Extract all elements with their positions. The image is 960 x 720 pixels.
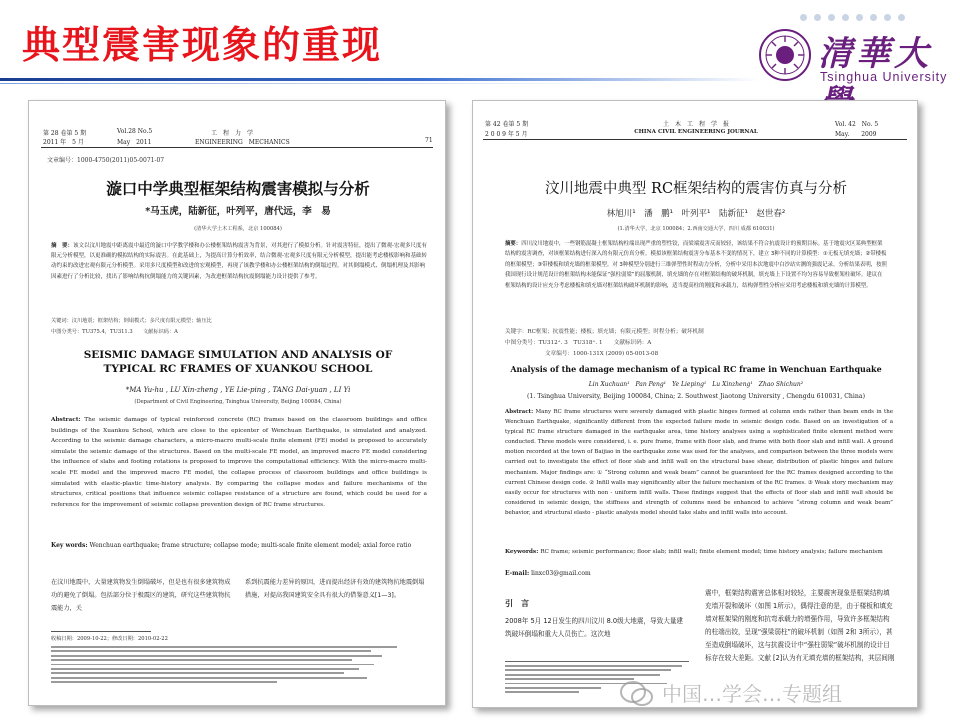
body-cn-column-left: 在汶川地震中，大量建筑物发生倒塌破坏，但是也有很多建筑物成功的避免了倒塌。包括部分位于极震区的建筑，研究这些建筑物抗震能力，关 (51, 579, 231, 612)
authors-cn: 林旭川¹ 潘 鹏¹ 叶列平¹ 陆新征¹ 赵世春² (606, 209, 786, 219)
header-volume-cn: 第 28 卷第 5 期 (43, 130, 87, 137)
abstract-en-text: The seismic damage of typical reinforced concrete (RC) frames based on the classroom buildings and office buildings of the Xuankou School, which are close to the epicenter of Wenchuan Earthquake, is simulated and analyzed. According to the seismic damage characters, a micro-macro multi-scale finite element (FE) model is proposed to accurately simulate the seismic damage of the structures. Based on the multi-scale FE model, an improved macro FE model considering the influence of slabs and footing rotations is proposed to improve the computational efficiency. With the micro-macro multi-scale FE model and the improved macro FE model, the collapse process of classroom buildings and office buildings is simulated with elastic-plastic time-history analysis. By comparing the collapse modes and failure mechanisms of the structures, critical positions that influence seismic collapse resistance of a structure are found, which could be used for a reference for the improvement of seismic collapse prevention design of RC frame structures. (51, 417, 427, 508)
header-date-en: May. 2009 (835, 131, 877, 138)
authors-en: Lin Xuchuan¹ Pan Peng¹ Ye Lieping¹ Lu Xinzheng¹ Zhao Shichun² (588, 381, 804, 388)
abstract-label-cn: 摘 要： (51, 243, 74, 249)
keywords-cn: 关键字：RC框架；抗震性能；楼板；填充墙；有限元模型；时程分析；破坏机制 (505, 329, 704, 335)
wechat-icon (620, 680, 654, 708)
keywords-label-en: Key words: (51, 542, 88, 549)
keywords-cn: 关键词：汶川地震；框架结构；倒塌模式；多尺度有限元模型；轴压比 (51, 318, 212, 324)
keywords-en (51, 541, 427, 552)
title-underline (0, 78, 760, 81)
affiliation-en: (1. Tsinghua University, Beijing 100084, China; 2. Southwest Jiaotong University , Chengdu 610031, China) (527, 393, 865, 400)
section-heading-intro: 引 言 (505, 599, 529, 608)
header-rule (483, 139, 907, 140)
footnote-received: 收稿日期：2009-10-22；修改日期：2010-02-22 (51, 636, 168, 642)
slide-title: 典型震害现象的重现 (22, 23, 383, 67)
footnote-rule (51, 631, 151, 632)
title-underline-thin (0, 83, 620, 84)
keywords-label-en: Keywords: (505, 549, 539, 555)
header-volume-en: Vol. 42 No. 5 (835, 121, 879, 128)
header-volume-cn: 第 42 卷第 5 期 (485, 121, 529, 128)
keywords-en (505, 547, 893, 557)
logo-text-cn: 清華大 (818, 34, 932, 74)
email-label: E-mail: (505, 570, 530, 577)
classification-cn: 中图分类号：TU312⁺. 3 TU318⁺. 1 文献标识码：A (505, 340, 652, 346)
abstract-cn (505, 239, 887, 323)
authors-en: *MA Yu-hu , LU Xin-zheng , YE Lie-ping , TANG Dai-yuan , LI Yi (125, 386, 351, 394)
abstract-label-cn: 摘要： (505, 241, 522, 247)
header-page: 71 (425, 137, 433, 144)
email-address: linxc03@gmail.com (531, 570, 591, 577)
classification-cn: 中图分类号：TU375.4，TU311.3 文献标识码：A (51, 329, 178, 335)
affiliation-cn: (1.清华大学，北京 100084；2.西南交通大学，四川 成都 610031) (617, 226, 775, 232)
decorative-dots (800, 6, 950, 20)
title-cn: 汶川地震中典型 RC框架结构的震害仿真与分析 (544, 181, 848, 197)
abstract-label-en: Abstract: (505, 409, 534, 415)
email-line (505, 570, 893, 579)
header-journal-cn: 土 木 工 程 学 报 (662, 121, 729, 128)
affiliation-cn: (清华大学土木工程系，北京 100084) (194, 226, 282, 232)
header-rule (41, 147, 433, 148)
paper-left (28, 100, 446, 706)
abstract-en (51, 415, 427, 559)
article-id: 文章编号：1000-131X (2009) 05-0013-08 (545, 351, 659, 357)
body-cn-column-right: 系到抗震能力差异的原因，进而提出经济有效的建筑物抗地震倒塌措施，对提高我国建筑安全具有很大的借鉴意义[1—3]。 (245, 579, 425, 599)
footnote-rule (505, 661, 689, 662)
abstract-en-text: Many RC frame structures were severely damaged with plastic hinges formed at column ends rather than beam ends in the Wenchuan Earthquake, significantly different from the expected failure mode in seismic design code. Based on an investigation of a typical RC frame structure damaged in the earthquake area, time history analyses using a sophisticated finite element method were conducted. Three models were considered, i. e. pure frame, frame with floor slab, and frame with both floor slab and infill wall. A ground motion recorded at the town of Baijiao in the earthquake zone was used for the analyses, and comparison between the three models were carried out to investigate the effect of floor slab and infill wall on the structural base shear, distribution of plastic hinges and failure mechanism. Major findings are: ① “Strong column and weak beam” cannot be guaranteed for the RC frames designed according to the current Chinese design code. ② Infill walls may significantly alter the failure mechanism of the RC frames. ③ Weak story mechanism may easily occur for structures with non - uniform infill walls. These findings suggest that the effects of floor slab and infill wall should be considered in seismic design, the stiffness and strength of columns need be enhanced to achieve “strong column and weak beam” behavior, and structural elasto - plastic analysis model should take slabs and infill walls into account. (505, 409, 893, 516)
authors-cn: *马玉虎，陆新征，叶列平，唐代远，李 易 (145, 206, 331, 217)
abstract-cn (51, 241, 427, 303)
watermark-text: 中国…学会…专题组 (662, 682, 842, 706)
paper-right (472, 100, 918, 708)
affiliation-en: (Department of Civil Engineering, Tsinghua University, Beijing 100084, China) (134, 399, 342, 405)
header-date-en: May 2011 (117, 139, 152, 146)
keywords-en-text: Wenchuan earthquake; frame structure; collapse mode; multi-scale finite element model; axial force ratio (89, 542, 412, 549)
title-cn: 漩口中学典型框架结构震害模拟与分析 (106, 180, 370, 198)
abstract-label-en: Abstract: (51, 417, 81, 423)
title-en: SEISMIC DAMAGE SIMULATION AND ANALYSIS OF TYPICAL RC FRAMES OF XUANKOU SCHOOL (83, 349, 393, 375)
keywords-en-text: RC frame; seismic performance; floor slab; infill wall; finite element model; time history analysis; failure mechanism (540, 549, 883, 555)
body-cn-column-right: 震中，框架结构震害总体相对较轻，主要震害现象是框架结构填充墙开裂和破坏（如图 1所示），偶得注意的是，由于楼板和填充墙对框架梁的刚度和抗弯承载力的增强作用，导致许多框架结构的柱端出铰，呈现“强梁弱柱”的破坏机制（如图 2和 3所示），甚至造成倒塌破坏，这与抗震设计中“强柱弱梁”破坏机制的设计目标存在较大差距。文献 [2]认为有无填充墙的框架结构，其层间刚 (705, 589, 895, 662)
article-id: 文章编号：1000-4750(2011)05-0071-07 (47, 157, 165, 164)
tsinghua-logo (758, 26, 948, 86)
header-volume-en: Vol.28 No.5 (117, 128, 153, 135)
header-date-cn: 2 0 0 9 年 5 月 (485, 131, 528, 138)
abstract-cn-text: 四川汶川地震中，一些钢筋混凝土框架结构柱端出现严重的塑性铰，而梁端震害反而较轻，该结果不符合抗震设计的预期目标。基于地震灾区某典型框架结构的震害调查，对该框架结构进行深入的有限元仿真分析。模拟该框架结构震害分布基本不变的情况下，建立 3种不同的计算模型：①无板无填充墙；②带楼板的框架模型；③带楼板和填充墙的框架模型。对 3种模型分别进行三维弹塑性时程动力分析，分析中采用本次地震中白沙站实测的强震记录。分析结果表明，按照我国现行设计规范设计的框架结构未能保证“强柱弱梁”的屈服机制，填充墙的存在对框架结构的破坏机制，填充墙上下设置不均匀容易导致框架柱破坏。建议在框架结构的设计应充分考虑楼板和填充墙对框架结构破坏机制的影响，适当提高柱的刚度和承载力，结构弹塑性分析应采用考虑楼板和填充墙的计算模型。 (505, 241, 887, 289)
footnote-lines (51, 646, 427, 686)
header-journal-en: CHINA CIVIL ENGINEERING JOURNAL (634, 129, 758, 135)
abstract-en (505, 407, 893, 545)
title-en: Analysis of the damage mechanism of a typical RC frame in Wenchuan Earthquake (510, 364, 882, 374)
header-journal-en: ENGINEERING MECHANICS (195, 139, 290, 146)
logo-text-en: Tsinghua University (820, 70, 948, 84)
body-cn-column-left: 2008年 5月 12日发生的四川汶川 8.0级大地震，导致大量建筑破坏倒塌和重大人员伤亡。这次地 (505, 617, 684, 638)
header-journal-cn: 工 程 力 学 (211, 130, 254, 137)
tsinghua-seal-icon (758, 28, 812, 82)
header-date-cn: 2011 年 5 月 (43, 139, 84, 146)
abstract-cn-text: 该文以汶川地震中距离震中最近的漩口中学教学楼和办公楼框架结构震害为背景，对其进行了模拟分析。针对震害特征，提出了微观-宏观多尺度有限元分析模型，以更准确的模拟结构的实际震害。在此基础上，为提高计算分析效率，结合微观-宏观多尺度有限元分析模型，提出能考虑楼板影响和基础转动约束的改进宏观有限元分析模型。采用多尺度模型和改进的宏观模型，再现了该教学楼和办公楼框架结构的倒塌过程。对其倒塌模式、倒塌机理及其影响因素进行了分析比较，找出了影响结构抗倒塌能力的关键因素，为改进框架结构抗震倒塌能力设计提供了参考。 (51, 243, 427, 280)
